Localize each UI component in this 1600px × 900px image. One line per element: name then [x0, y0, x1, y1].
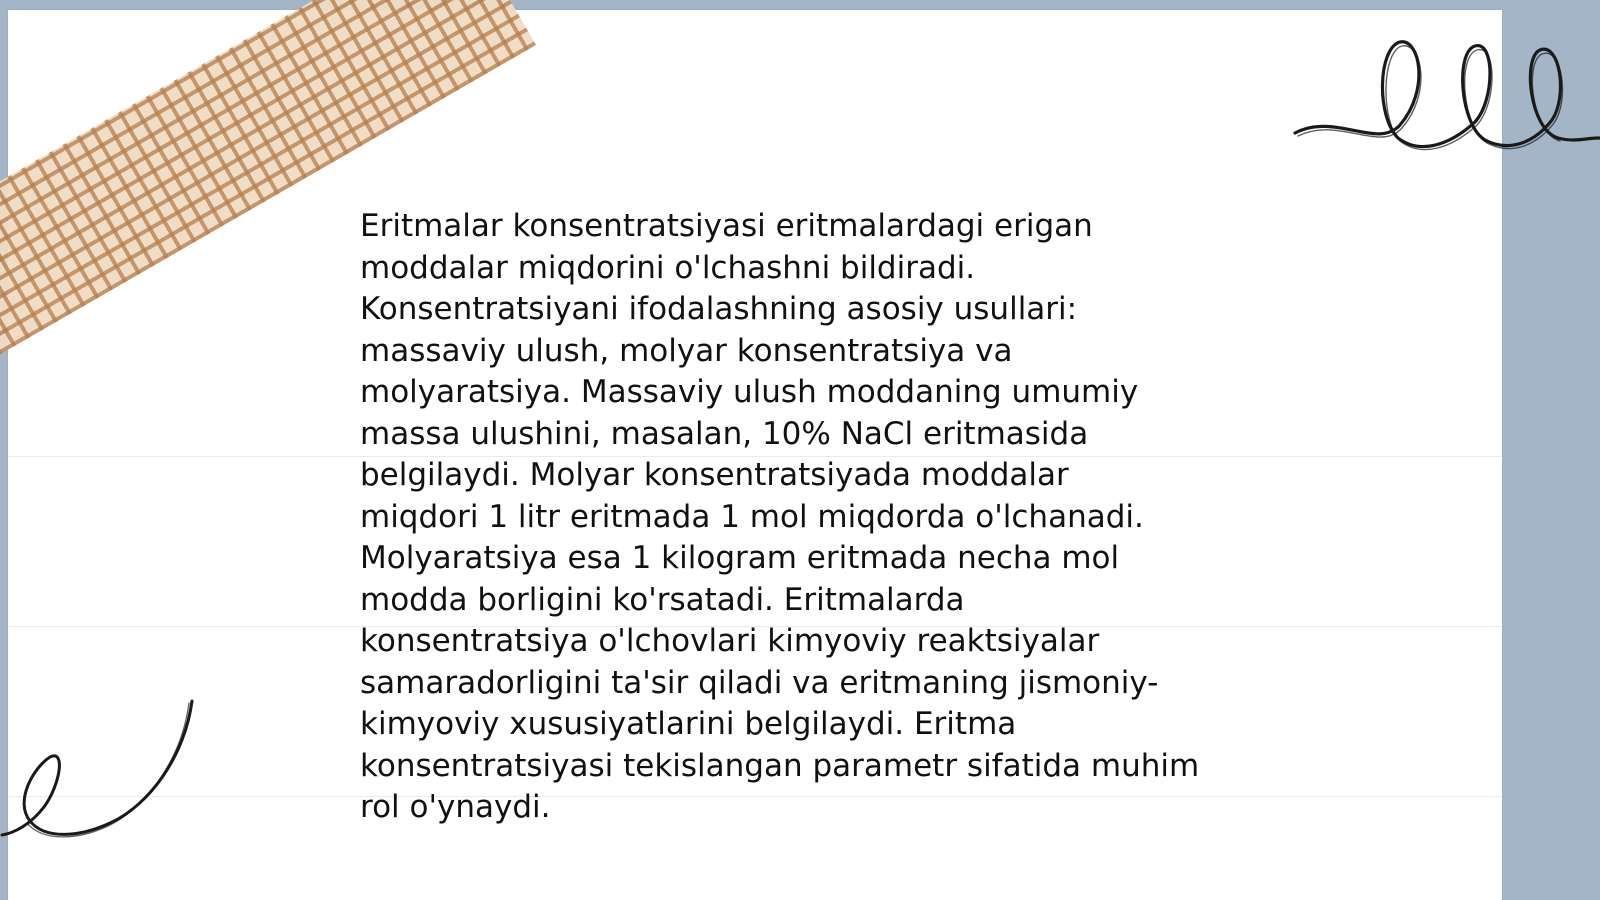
swirl-scribble-icon	[0, 695, 200, 855]
loop-scribble-icon	[1290, 30, 1600, 170]
body-paragraph: Eritmalar konsentratsiyasi eritmalardagi erigan moddalar miqdorini o'lchashni bildiradi. Konsentratsiyani ifodalashning asosiy usullari: massaviy ulush, molyar konsentratsiya va molyaratsiya. Massaviy ulush moddaning umumiy massa ulushini, masalan, 10% NaCl eritmasida belgilaydi. Molyar konsentratsiyada moddalar miqdori 1 litr eritmada 1 mol miqdorda o'lchanadi. Molyaratsiya esa 1 kilogram eritmada necha mol modda borligini ko'rsatadi. Eritmalarda konsentratsiya o'lchovlari kimyoviy reaktsiyalar samaradorligini ta'sir qiladi va eritmaning jismoniy- kimyoviy xususiyatlarini belgilaydi. Eritma konsentratsiyasi tekislangan parametr sifatida muhim rol o'ynaydi.	[360, 208, 1200, 825]
